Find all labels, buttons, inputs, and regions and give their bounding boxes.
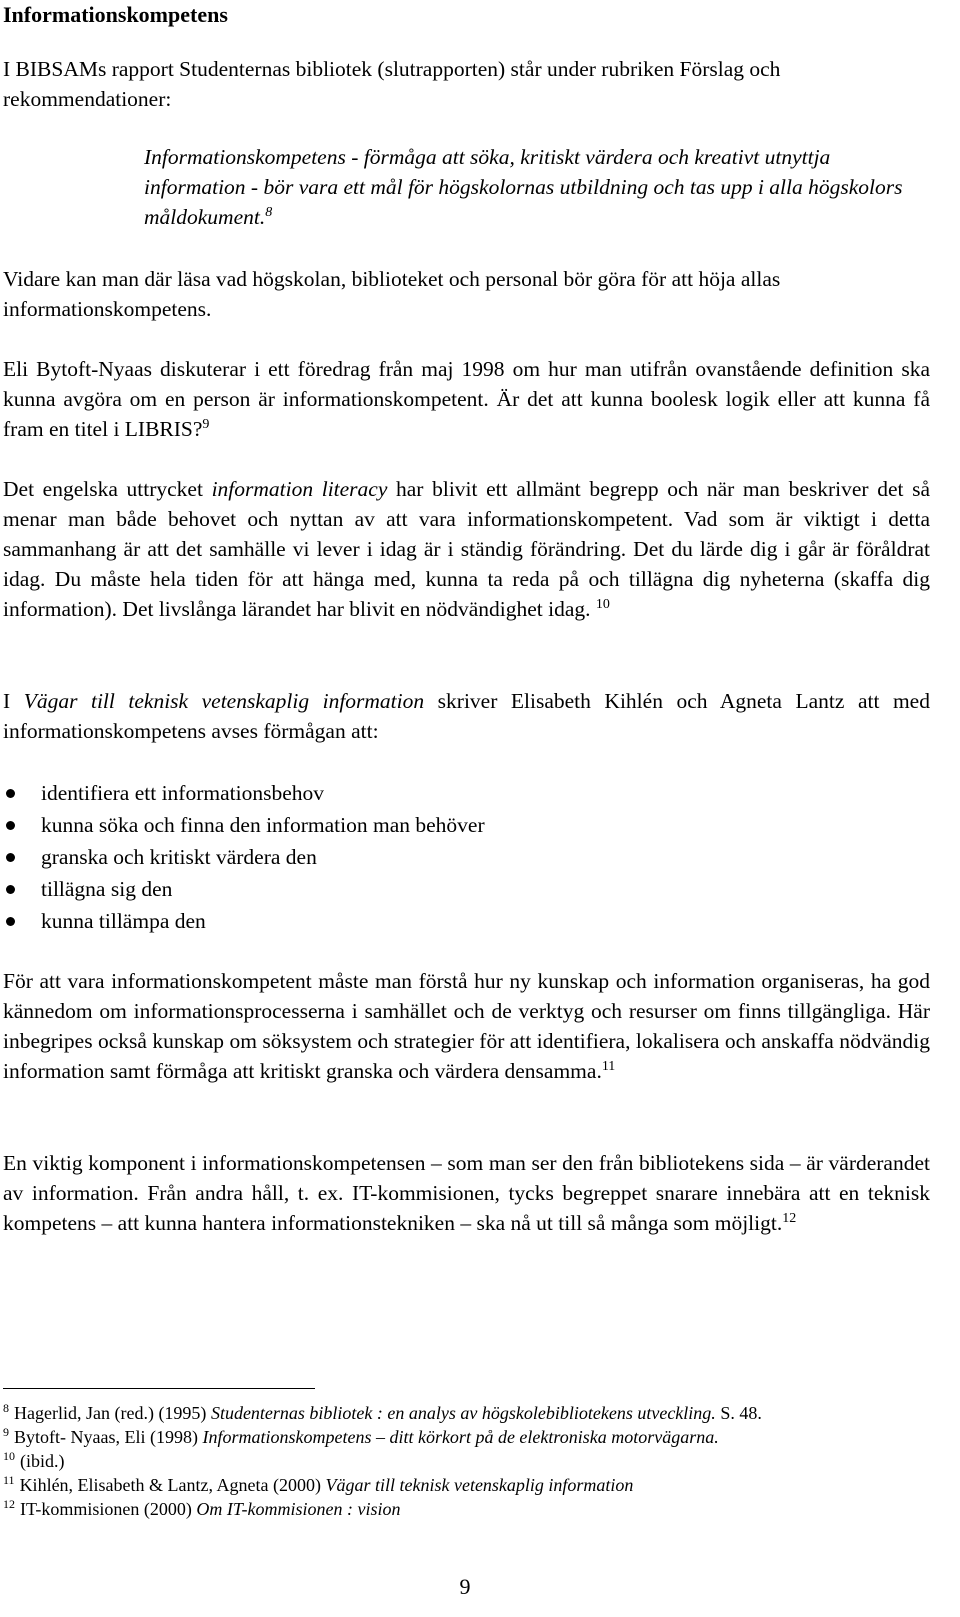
ability-list	[3, 778, 485, 938]
footnote-ref-11: 11	[601, 1059, 616, 1074]
bullet-icon	[6, 853, 15, 862]
bullet-icon	[6, 821, 15, 830]
paragraph-intro: I BIBSAMs rapport Studenternas bibliotek (slutrapporten) står under rubriken Förslag och rekommendationer:	[3, 57, 781, 111]
page-number: 9	[459, 1574, 471, 1599]
paragraph-komponent: En viktig komponent i informationskompetensen – som man ser den från bibliotekens sida – är värderandet av information. Från andra håll, t. ex. IT-kommisionen, tycks begreppet snarare innebära att en teknisk kompetens – att kunna hantera informationstekniken – ska nå ut till så många som möjligt.$^{12}$	[3, 1151, 930, 1235]
footnote-ref-10: 10	[595, 597, 610, 612]
footnote-ref-12: 12	[782, 1211, 797, 1226]
footnote-11: $^{11}$ Kihlén, Elisabeth & Lantz, Agneta (2000) Vägar till teknisk vetenskaplig information	[3, 1473, 634, 1495]
paragraph-information-literacy: Det engelska uttrycket information literacy har blivit ett allmänt begrepp och när man beskriver det så menar man både behovet och nyttan av att vara informationskompetent. Vad som är viktigt i detta sammanhang är att det samhälle vi lever i idag är i ständig förändring. Det du lärde dig i går är föråldrat idag. Du måste hela tiden för att hänga med, kunna ta reda på och tillägna dig nyheterna (skaffa dig information). Det livslånga lärandet har blivit en nödvändighet idag. $^{10}$	[3, 477, 930, 621]
list-item: granska och kritiskt värdera den	[3, 842, 485, 874]
footnote-9: $^9$ Bytoft- Nyaas, Eli (1998) Informationskompetens – ditt körkort på de elektroniska motorvägarna.	[3, 1425, 719, 1447]
block-quote: Informationskompetens - förmåga att söka, kritiskt värdera och kreativt utnyttja information - bör vara ett mål för högskolornas utbildning och tas upp i alla högskolors måldokument.$^8$	[144, 145, 903, 229]
footnote-10: $^{10}$ (ibid.)	[3, 1449, 65, 1471]
list-item: kunna tillämpa den	[3, 906, 485, 938]
footnote-12: $^{12}$ IT-kommisionen (2000) Om IT-kommisionen : vision	[3, 1497, 401, 1519]
paragraph-bytoft: Eli Bytoft-Nyaas diskuterar i ett föredrag från maj 1998 om hur man utifrån ovanstående definition ska kunna avgöra om en person är informationskompetent. Är det att kunna boolesk logik eller att kunna få fram en titel i LIBRIS?$^9$	[3, 357, 930, 441]
footnote-ref-8: 8	[265, 205, 273, 220]
paragraph-kompetent: För att vara informationskompetent måste man förstå hur ny kunskap och information organiseras, ha god kännedom om informationsprocesserna i samhället och de verktyg och resurser om finns tillgängliga. Här inbegripes också kunskap om söksystem och strategier för att identifiera, lokalisera och anskaffa nödvändig information samt förmåga att kritiskt granska och värdera densamma.$^{11}$	[3, 969, 930, 1083]
list-item: identifiera ett informationsbehov	[3, 778, 485, 810]
footnote-divider	[3, 1388, 315, 1389]
footnote-8: $^8$ Hagerlid, Jan (red.) (1995) Studenternas bibliotek : en analys av högskolebibliotekens utveckling. S. 48.	[3, 1401, 762, 1423]
list-item: kunna söka och finna den information man behöver	[3, 810, 485, 842]
paragraph-vagar: I Vägar till teknisk vetenskaplig information skriver Elisabeth Kihlén och Agneta Lantz att med informationskompetens avses förmågan att:	[3, 689, 930, 743]
bullet-icon	[6, 917, 15, 926]
bullet-icon	[6, 885, 15, 894]
paragraph-vidare: Vidare kan man där läsa vad högskolan, biblioteket och personal bör göra för att höja allas informationskompetens.	[3, 267, 781, 321]
section-heading: Informationskompetens	[3, 2, 228, 27]
list-item: tillägna sig den	[3, 874, 485, 906]
bullet-icon	[6, 789, 15, 798]
footnote-ref-9: 9	[202, 417, 210, 432]
